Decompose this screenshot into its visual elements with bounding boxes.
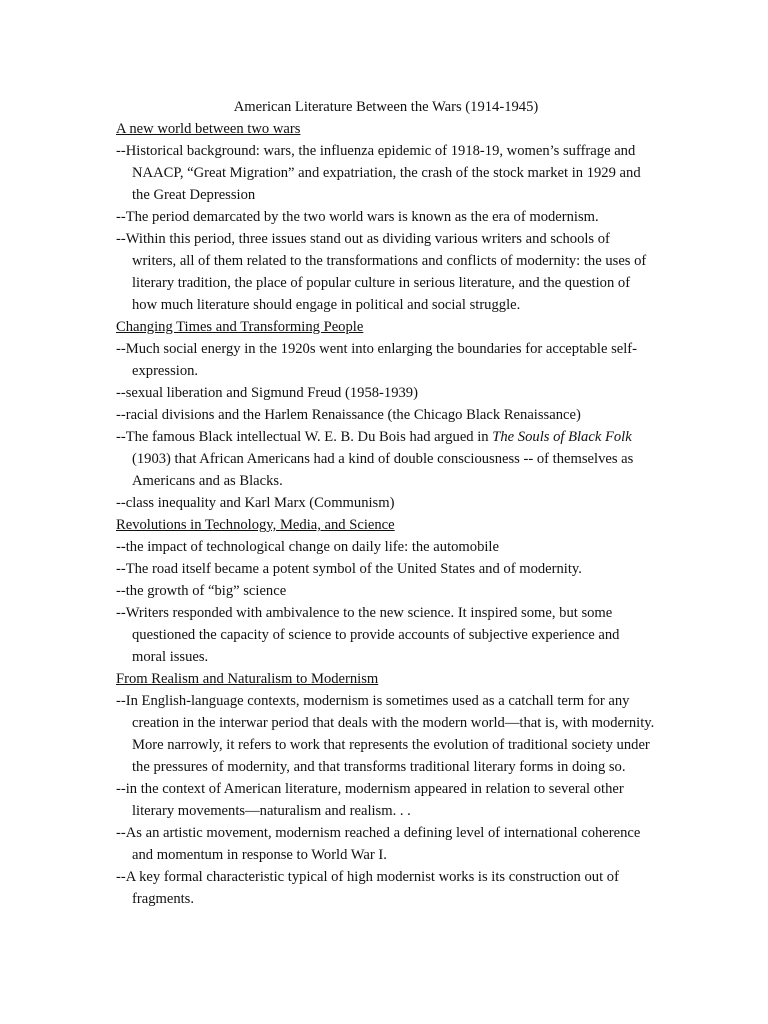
list-item: --sexual liberation and Sigmund Freud (1958-1939) [116,385,418,401]
du-bois-text-before: --The famous Black intellectual W. E. B. Du Bois had argued in [116,429,493,445]
list-item: --A key formal characteristic typical of high modernist works is its construction out of fragments. [116,869,619,907]
list-item: --Within this period, three issues stand out as dividing various writers and schools of writers, all of them related to the transformations and conflicts of modernity: the uses of literary tradition, the place of popular culture in serious literature, and the question of how much literature should engage in political and social struggle. [116,231,647,313]
list-item: --Writers responded with ambivalence to the new science. It inspired some, but some questioned the capacity of science to provide accounts of subjective experience and moral issues. [116,605,620,665]
list-item-du-bois [116,426,656,492]
document-title: American Literature Between the Wars (1914-1945) [233,99,539,115]
list-item: --In English-language contexts, modernism is sometimes used as a catchall term for any creation in the interwar period that deals with the modern world—that is, with modernity. More narrowly, it refers to work that represents the evolution of traditional society under the pressures of modernity, and that transforms traditional literary forms in doing so. [116,693,655,775]
section-heading-new-world: A new world between two wars [116,121,301,137]
list-item: --class inequality and Karl Marx (Communism) [116,495,395,511]
list-item: --Much social energy in the 1920s went into enlarging the boundaries for acceptable self-expression. [116,341,638,379]
section-heading-realism-to-modernism: From Realism and Naturalism to Modernism [116,671,379,687]
document-page [116,96,656,910]
list-item: --Historical background: wars, the influenza epidemic of 1918-19, women’s suffrage and NAACP, “Great Migration” and expatriation, the crash of the stock market in 1929 and the Great Depression [116,143,641,203]
list-item: --the impact of technological change on daily life: the automobile [116,539,499,555]
book-title-souls-of-black-folk: The Souls of Black Folk [492,429,632,445]
list-item: --in the context of American literature, modernism appeared in relation to several other literary movements—naturalism and realism. . . [116,781,624,819]
list-item: --the growth of “big” science [116,583,287,599]
list-item: --The road itself became a potent symbol of the United States and of modernity. [116,561,582,577]
du-bois-text-after: (1903) that African Americans had a kind of double consciousness -- of themselves as Americans and as Blacks. [132,451,634,489]
list-item: --As an artistic movement, modernism reached a defining level of international coherence and momentum in response to World War I. [116,825,641,863]
section-heading-revolutions: Revolutions in Technology, Media, and Science [116,517,395,533]
list-item: --racial divisions and the Harlem Renaissance (the Chicago Black Renaissance) [116,407,581,423]
list-item: --The period demarcated by the two world wars is known as the era of modernism. [116,209,599,225]
section-heading-changing-times: Changing Times and Transforming People [116,319,364,335]
